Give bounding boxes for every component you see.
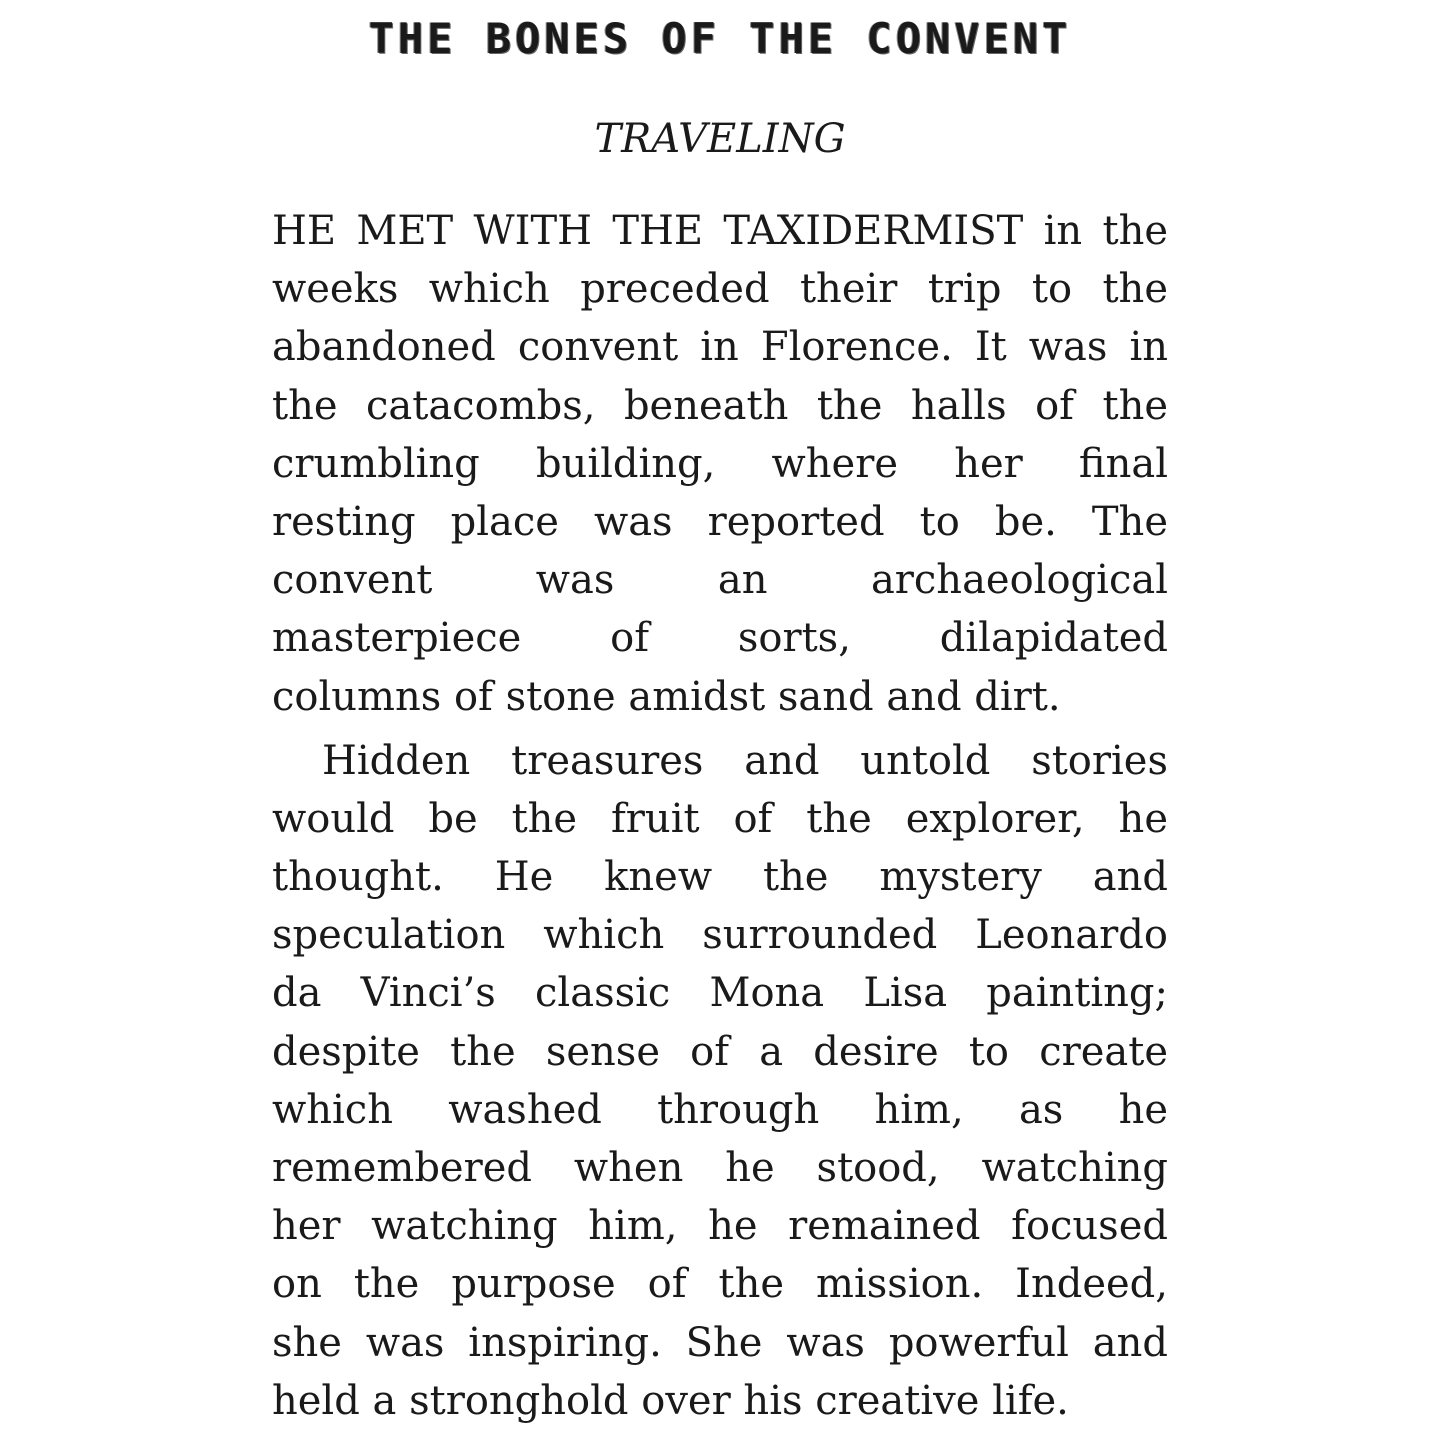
- body-text: [272, 202, 1168, 1430]
- text-line: thought. He knew the mystery and: [272, 854, 1168, 901]
- chapter-title: TRAVELING: [594, 116, 846, 162]
- book-title: THE BONES OF THE CONVENT: [368, 14, 1072, 63]
- text-line: the catacombs, beneath the halls of the: [272, 382, 1168, 429]
- text-line: weeks which preceded their trip to the: [272, 266, 1168, 313]
- text-line: remembered when he stood, watching: [272, 1145, 1168, 1191]
- text-line: Hidden treasures and untold stories: [322, 737, 1168, 784]
- text-line: columns of stone amidst sand and dirt.: [272, 673, 1061, 720]
- text-line: she was inspiring. She was powerful and: [272, 1319, 1168, 1366]
- text-line: despite the sense of a desire to create: [272, 1028, 1168, 1075]
- paragraph-1: [272, 202, 1168, 726]
- text-line: speculation which surrounded Leonardo: [272, 912, 1168, 959]
- text-line: HE MET WITH THE TAXIDERMIST in the: [272, 208, 1168, 254]
- text-line: resting place was reported to be. The: [272, 498, 1168, 545]
- text-line: which washed through him, as he: [272, 1086, 1168, 1133]
- paragraph-2: [272, 732, 1168, 1430]
- text-line: convent was an archaeological: [272, 557, 1168, 604]
- text-line: held a stronghold over his creative life.: [272, 1377, 1069, 1424]
- text-line: crumbling building, where her final: [272, 440, 1168, 487]
- text-line: abandoned convent in Florence. It was in: [272, 324, 1168, 371]
- text-line: her watching him, he remained focused: [272, 1203, 1168, 1250]
- text-line: on the purpose of the mission. Indeed,: [272, 1261, 1168, 1308]
- text-line: masterpiece of sorts, dilapidated: [272, 615, 1168, 662]
- text-line: da Vinci’s classic Mona Lisa painting;: [272, 970, 1168, 1017]
- text-line: would be the fruit of the explorer, he: [272, 795, 1168, 842]
